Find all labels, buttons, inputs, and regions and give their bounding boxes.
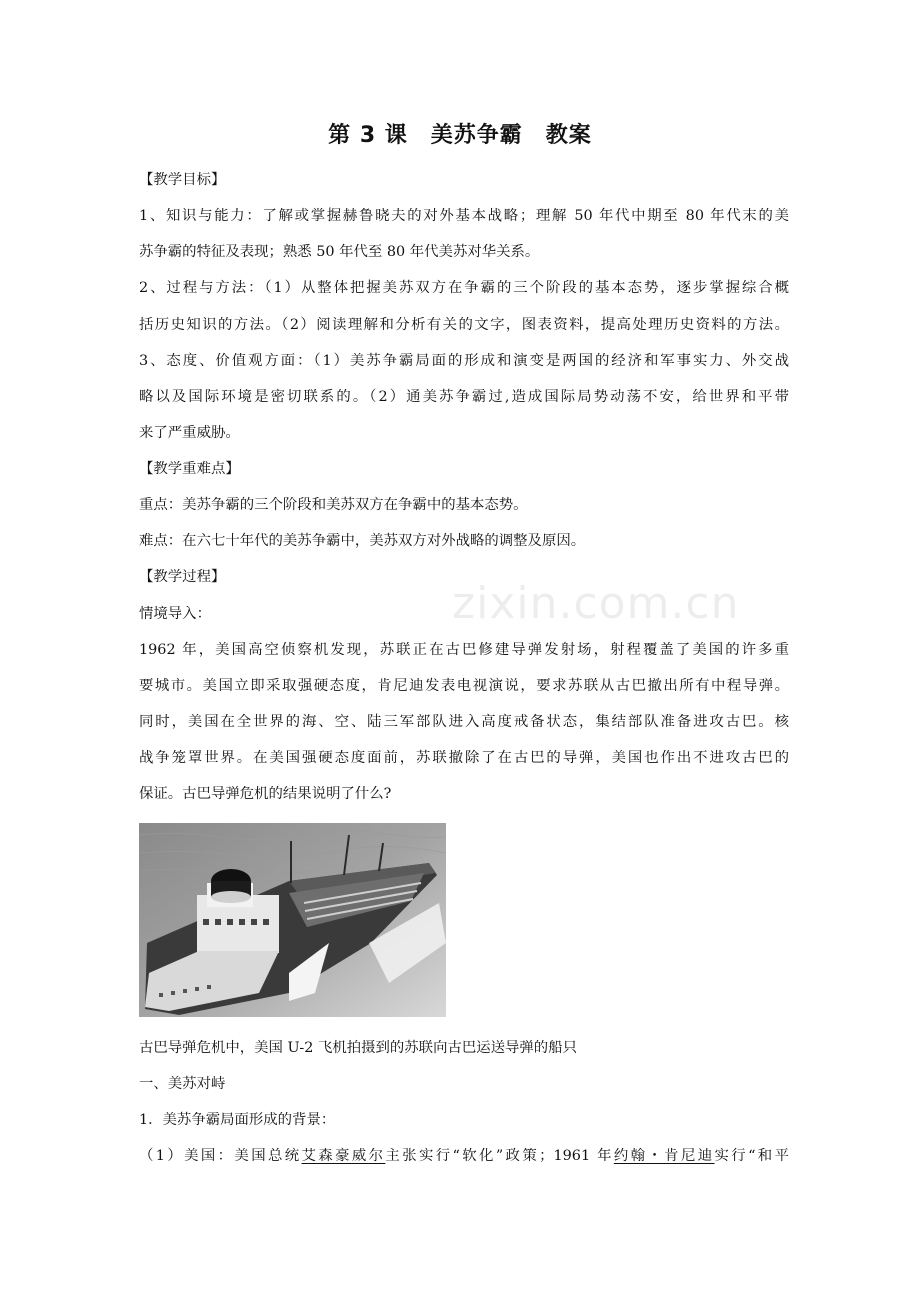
- watermark: zixin.com.cn: [452, 578, 740, 629]
- section-heading: 一、美苏对峙: [139, 1076, 226, 1092]
- heading-key-points: 【教学重难点】: [139, 461, 240, 477]
- paragraph-line: 苏争霸的特征及表现；熟悉 50 年代至 80 年代美苏对华关系。: [139, 244, 540, 260]
- paragraph-line: 同时，美国在全世界的海、空、陆三军部队进入高度戒备状态，集结部队准备进攻古巴。核: [139, 714, 789, 730]
- image-caption: 古巴导弹危机中，美国 U-2 飞机拍摄到的苏联向古巴运送导弹的船只: [139, 1040, 577, 1056]
- paragraph-line: 情境导入：: [139, 606, 211, 622]
- name-link-eisenhower: 艾森豪威尔: [301, 1148, 386, 1164]
- paragraph-line: 括历史知识的方法。（2）阅读理解和分析有关的文字，图表资料，提高处理历史资料的方法。: [139, 317, 789, 333]
- heading-teaching-process: 【教学过程】: [139, 569, 226, 585]
- heading-teaching-goals: 【教学目标】: [139, 172, 226, 188]
- paragraph-line: [139, 1146, 789, 1166]
- paragraph-line: 重点：美苏争霸的三个阶段和美苏双方在争霸中的基本态势。: [139, 497, 528, 513]
- ship-photo: [139, 823, 446, 1017]
- paragraph-line: 保证。古巴导弹危机的结果说明了什么?: [139, 786, 392, 802]
- paragraph-line: 难点：在六七十年代的美苏争霸中，美苏双方对外战略的调整及原因。: [139, 533, 586, 549]
- paragraph-line: 1962 年，美国高空侦察机发现，苏联正在古巴修建导弹发射场，射程覆盖了美国的许多重: [139, 642, 789, 658]
- paragraph-line: 要城市。美国立即采取强硬态度，肯尼迪发表电视演说，要求苏联从古巴撤出所有中程导弹。: [139, 678, 789, 694]
- name-link-kennedy: 约翰・肯尼迪: [613, 1148, 715, 1164]
- sub-heading: 1．美苏争霸局面形成的背景：: [139, 1112, 336, 1128]
- paragraph-line: 3、态度、价值观方面：（1）美苏争霸局面的形成和演变是两国的经济和军事实力、外交战: [139, 353, 789, 369]
- paragraph-line: 1、知识与能力：了解或掌握赫鲁晓夫的对外基本战略；理解 50 年代中期至 80 年代末的美: [139, 208, 789, 224]
- paragraph-line: 战争笼罩世界。在美国强硬态度面前，苏联撤除了在古巴的导弹，美国也作出不进攻古巴的: [139, 750, 789, 766]
- paragraph-line: 略以及国际环境是密切联系的。（2）通美苏争霸过,造成国际局势动荡不安，给世界和平带: [139, 389, 789, 405]
- text-run: 主张实行“软化”政策；1961 年: [385, 1148, 614, 1164]
- paragraph-line: 来了严重威胁。: [139, 425, 240, 441]
- page-title: 第 3 课 美苏争霸 教案: [328, 123, 592, 148]
- text-run: （1）美国：美国总统: [139, 1148, 302, 1164]
- paragraph-line: 2、过程与方法：（1）从整体把握美苏双方在争霸的三个阶段的基本态势，逐步掌握综合概: [139, 280, 789, 296]
- text-run: 实行“和平: [714, 1148, 789, 1164]
